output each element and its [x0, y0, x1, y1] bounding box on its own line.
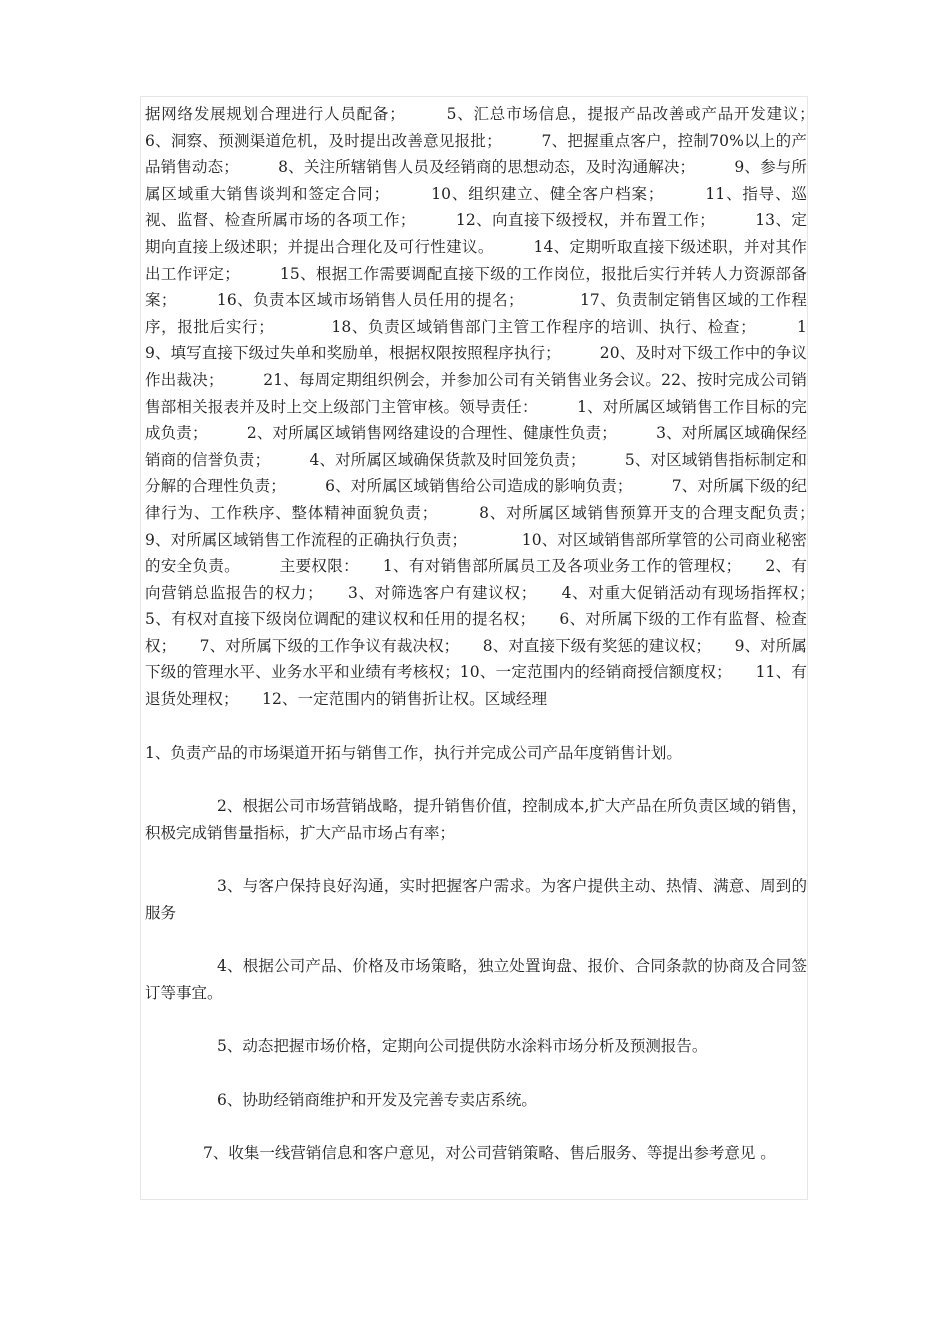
- duty-item-2: 2、根据公司市场营销战略，提升销售价值，控制成本,扩大产品在所负责区域的销售，积极完成销售量指标，扩大产品市场占有率；: [145, 797, 807, 842]
- duty-item-7: 7、收集一线营销信息和客户意见，对公司营销策略、售后服务、等提出参考意见 。: [203, 1144, 776, 1163]
- duty-item-3: 3、与客户保持良好沟通，实时把握客户需求。为客户提供主动、热情、满意、周到的服务: [145, 877, 807, 922]
- duty-item-1: 1、负责产品的市场渠道开拓与销售工作，执行并完成公司产品年度销售计划。: [145, 743, 682, 762]
- document-content: [145, 101, 854, 1167]
- duty-item-4: 4、根据公司产品、价格及市场策略，独立处置询盘、报价、合同条款的协商及合同签订等事宜。: [145, 957, 807, 1002]
- responsibilities-block: 据网络发展规划合理进行人员配备； 5、汇总市场信息，提报产品改善或产品开发建议； 6、洞察、预测渠道危机，及时提出改善意见报批； 7、把握重点客户，控制70%以上的产品销售动态； 8、关注所辖销售人员及经销商的思想动态，及时沟通解决； 9、参与所属区域重大销售谈判和签定合同； 10、组织建立、健全客户档案； 11、指导、巡视、监督、检查所属市场的各项工作； 12、向直接下级授权，并布置工作； 13、定期向直接上级述职；并提出合理化及可行性建议。 14、定期听取直接下级述职，并对其作出工作评定； 15、根据工作需要调配直接下级的工作岗位，报批后实行并转人力资源部备案； 16、负责本区域市场销售人员任用的提名； 17、负责制定销售区域的工作程序，报批后实行； 18、负责区域销售部门主管工作程序的培训、执行、检查； 19、填写直接下级过失单和奖励单，根据权限按照程序执行； 20、及时对下级工作中的争议作出裁决； 21、每周定期组织例会，并参加公司有关销售业务会议。22、按时完成公司销售部相关报表并及时上交上级部门主管审核。领导责任： 1、对所属区域销售工作目标的完成负责； 2、对所属区域销售网络建设的合理性、健康性负责； 3、对所属区域确保经销商的信誉负责； 4、对所属区域确保货款及时回笼负责； 5、对区域销售指标制定和分解的合理性负责； 6、对所属区域销售给公司造成的影响负责； 7、对所属下级的纪律行为、工作秩序、整体精神面貌负责； 8、对所属区域销售预算开支的合理支配负责； 9、对所属区域销售工作流程的正确执行负责； 10、对区域销售部所掌管的公司商业秘密的安全负责。 主要权限： 1、有对销售部所属员工及各项业务工作的管理权； 2、有向营销总监报告的权力； 3、对筛选客户有建议权； 4、对重大促销活动有现场指挥权； 5、有权对直接下级岗位调配的建议权和任用的提名权； 6、对所属下级的工作有监督、检查权； 7、对所属下级的工作争议有裁决权； 8、对直接下级有奖惩的建议权； 9、对所属下级的管理水平、业务水平和业绩有考核权；10、一定范围内的经销商授信额度权； 11、有退货处理权； 12、一定范围内的销售折让权。区域经理: [145, 105, 854, 709]
- duty-item-6: 6、协助经销商维护和开发及完善专卖店系统。: [217, 1090, 537, 1109]
- duty-item-5: 5、动态把握市场价格，定期向公司提供防水涂料市场分析及预测报告。: [217, 1037, 708, 1056]
